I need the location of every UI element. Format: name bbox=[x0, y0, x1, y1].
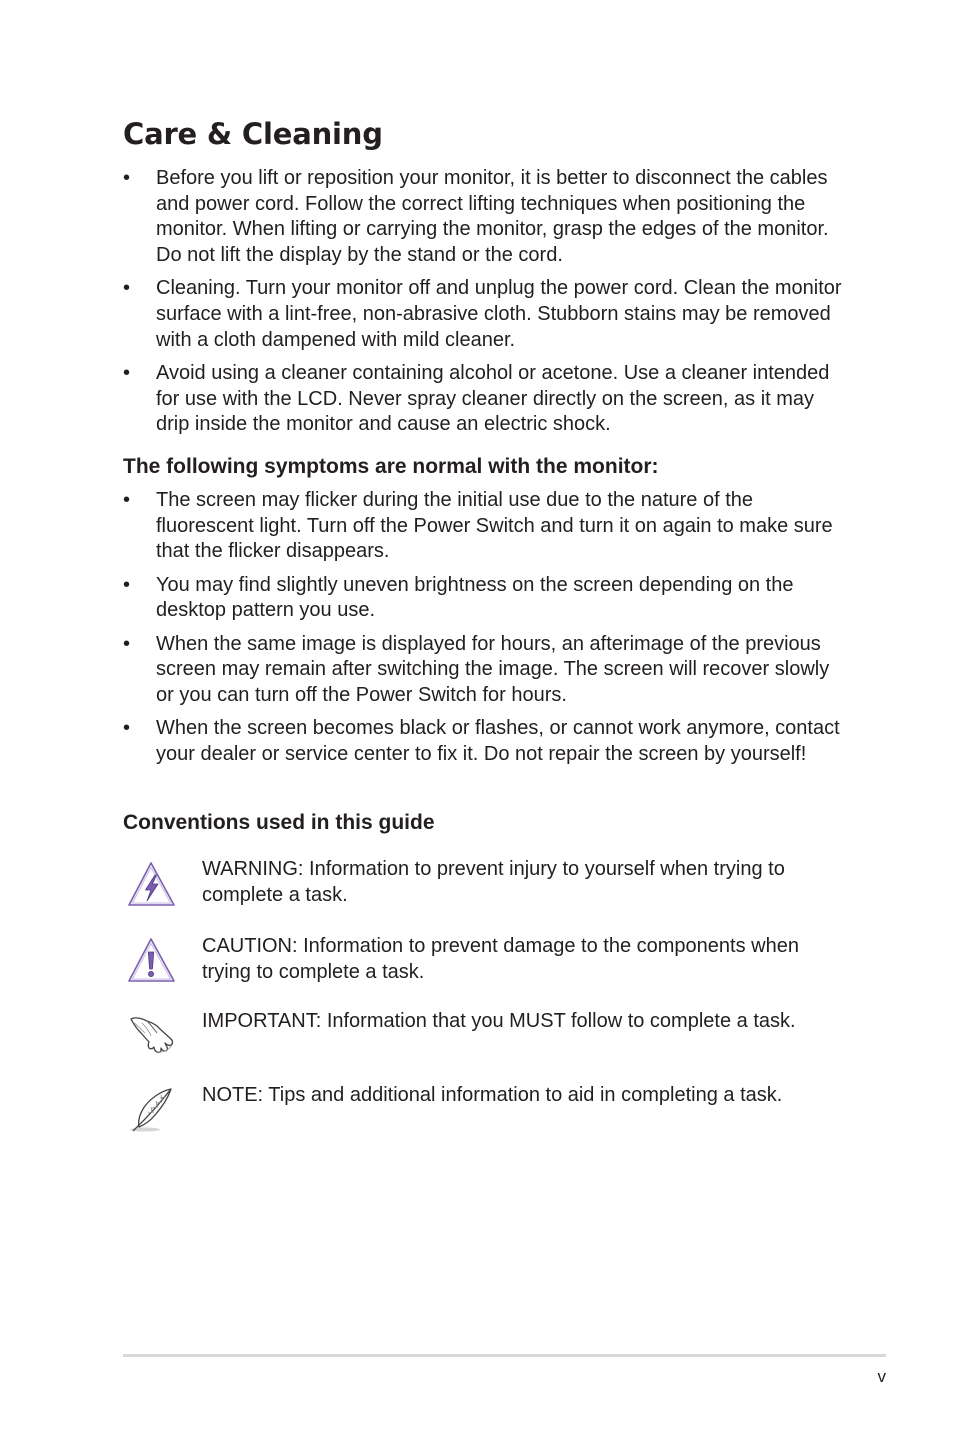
list-item-text: Avoid using a cleaner containing alcohol or acetone. Use a cleaner intended for use with the LCD. Never spray cleaner directly on the screen, as it may drip inside the monitor and cause an electric shock. bbox=[156, 361, 830, 436]
conventions-heading: Conventions used in this guide bbox=[123, 811, 435, 834]
symptoms-list bbox=[123, 488, 843, 775]
bullet-icon: • bbox=[123, 717, 131, 740]
footer-divider bbox=[123, 1354, 886, 1357]
bullet-icon: • bbox=[123, 277, 131, 300]
bullet-icon: • bbox=[123, 573, 131, 596]
list-item-text: You may find slightly uneven brightness on the screen depending on the desktop pattern you use. bbox=[156, 573, 794, 622]
note-feather-icon bbox=[127, 1087, 177, 1137]
caution-exclamation-icon bbox=[127, 935, 177, 985]
list-item bbox=[123, 361, 843, 438]
list-item bbox=[123, 632, 843, 709]
page-title: Care & Cleaning bbox=[123, 117, 383, 151]
page-number: v bbox=[877, 1367, 886, 1386]
list-item-text: When the screen becomes black or flashes, or cannot work anymore, contact your dealer or service center to fix it. Do not repair the screen by yourself! bbox=[156, 717, 840, 765]
convention-text: NOTE: Tips and additional information to aid in completing a task. bbox=[202, 1084, 783, 1106]
list-item-text: Cleaning. Turn your monitor off and unplug the power cord. Clean the monitor surface with a lint-free, non-abrasive cloth. Stubborn stains may be removed with a cloth dampened with mild cleaner. bbox=[156, 277, 842, 351]
bullet-icon: • bbox=[123, 361, 131, 384]
bullet-icon: • bbox=[123, 167, 131, 189]
symptoms-heading: The following symptoms are normal with the monitor: bbox=[123, 455, 659, 478]
list-item bbox=[123, 573, 843, 624]
list-item bbox=[123, 276, 843, 353]
convention-text: WARNING: Information to prevent injury to yourself when trying to complete a task. bbox=[202, 858, 785, 906]
convention-text: CAUTION: Information to prevent damage to the components when trying to complete a task. bbox=[202, 935, 799, 983]
list-item bbox=[123, 488, 843, 565]
list-item-text: When the same image is displayed for hours, an afterimage of the previous screen may remain after switching the image. The screen will recover slowly or you can turn off the Power Switch for hours. bbox=[156, 632, 830, 706]
bullet-icon: • bbox=[123, 632, 131, 655]
list-item-text: The screen may flicker during the initial use due to the nature of the fluorescent light. Turn off the Power Switch and turn it on again to make sure that the flicker disappears. bbox=[156, 489, 833, 563]
convention-text: IMPORTANT: Information that you MUST follow to complete a task. bbox=[202, 1010, 796, 1032]
list-item bbox=[123, 716, 843, 767]
important-hand-icon bbox=[127, 1009, 177, 1059]
list-item bbox=[123, 166, 843, 269]
bullet-icon: • bbox=[123, 489, 131, 511]
warning-lightning-icon bbox=[127, 859, 177, 909]
list-item-text: Before you lift or reposition your monitor, it is better to disconnect the cables and power cord. Follow the correct lifting techniques when positioning the monitor. When lifting or carrying the monitor, grasp the edges of the monitor. Do not lift the display by the stand or the cord. bbox=[156, 167, 829, 267]
care-list bbox=[123, 166, 843, 446]
